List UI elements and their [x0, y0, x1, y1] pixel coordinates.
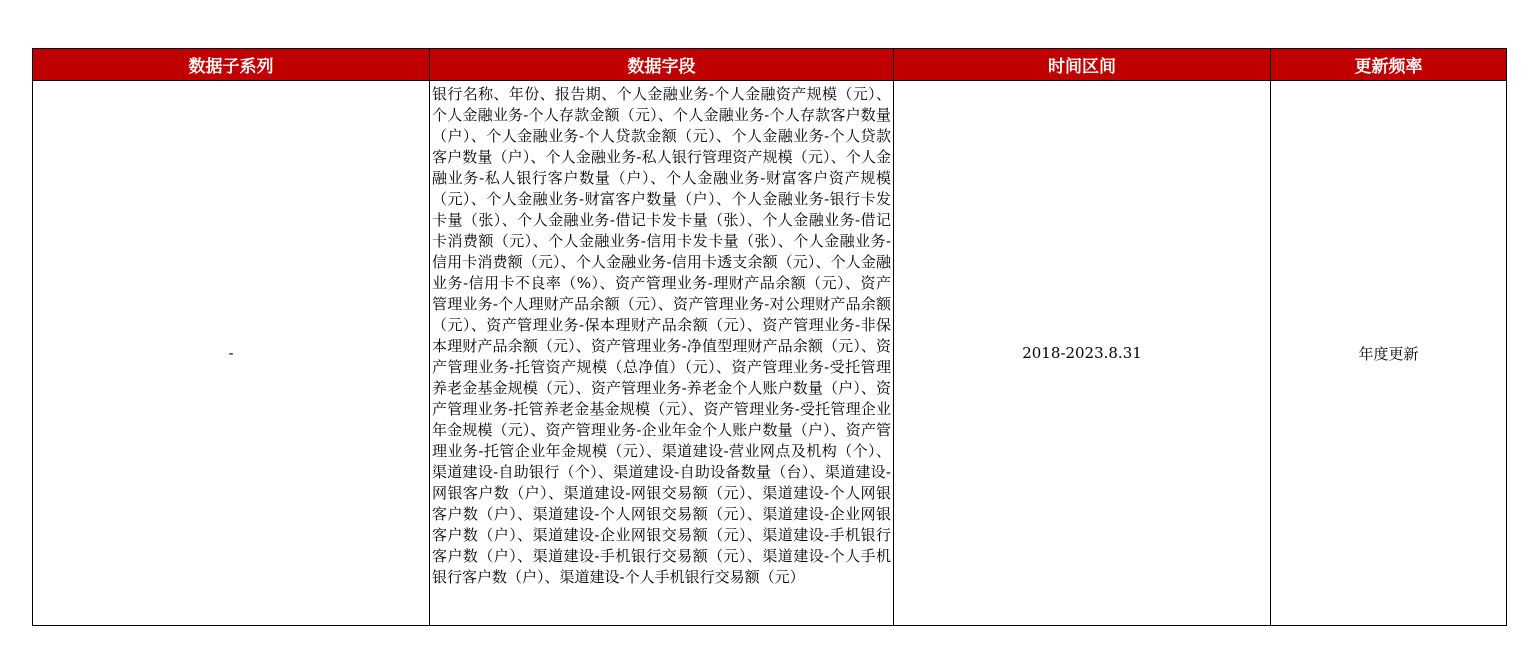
cell-subseries: -	[33, 81, 430, 626]
fields-text: 银行名称、年份、报告期、个人金融业务-个人金融资产规模（元）、个人金融业务-个人存款金额（元）、个人金融业务-个人存款客户数量（户）、个人金融业务-个人贷款金额（元）、个人金融业务-个人贷款客户数量（户）、个人金融业务-私人银行管理资产规模（元）、个人金融业务-私人银行客户数量（户）、个人金融业务-财富客户资产规模（元）、个人金融业务-财富客户数量（户）、个人金融业务-银行卡发卡量（张）、个人金融业务-借记卡发卡量（张）、个人金融业务-借记卡消费额（元）、个人金融业务-信用卡发卡量（张）、个人金融业务-信用卡消费额（元）、个人金融业务-信用卡透支余额（元）、个人金融业务-信用卡不良率（%）、资产管理业务-理财产品余额（元）、资产管理业务-个人理财产品余额（元）、资产管理业务-对公理财产品余额（元）、资产管理业务-保本理财产品余额（元）、资产管理业务-非保本理财产品余额（元）、资产管理业务-净值型理财产品余额（元）、资产管理业务-托管资产规模（总净值）（元）、资产管理业务-受托管理养老金基金规模（元）、资产管理业务-养老金个人账户数量（户）、资产管理业务-托管养老金基金规模（元）、资产管理业务-受托管理企业年金规模（元）、资产管理业务-企业年金个人账户数量（户）、资产管理业务-托管企业年金规模（元）、渠道建设-营业网点及机构（个）、渠道建设-自助银行（个）、渠道建设-自助设备数量（台）、渠道建设-网银客户数（户）、渠道建设-网银交易额（元）、渠道建设-个人网银客户数（户）、渠道建设-个人网银交易额（元）、渠道建设-企业网银客户数（户）、渠道建设-企业网银交易额（元）、渠道建设-手机银行客户数（户）、渠道建设-手机银行交易额（元）、渠道建设-个人手机银行客户数（户）、渠道建设-个人手机银行交易额（元）	[432, 85, 891, 586]
cell-period: 2018-2023.8.31	[894, 81, 1271, 626]
table-row	[33, 81, 1507, 626]
header-period: 时间区间	[894, 49, 1271, 81]
data-field-table	[32, 48, 1507, 626]
header-fields: 数据字段	[430, 49, 894, 81]
header-frequency: 更新频率	[1271, 49, 1507, 81]
table-header-row	[33, 49, 1507, 81]
cell-frequency: 年度更新	[1271, 81, 1507, 626]
header-subseries: 数据子系列	[33, 49, 430, 81]
cell-fields	[430, 81, 894, 626]
